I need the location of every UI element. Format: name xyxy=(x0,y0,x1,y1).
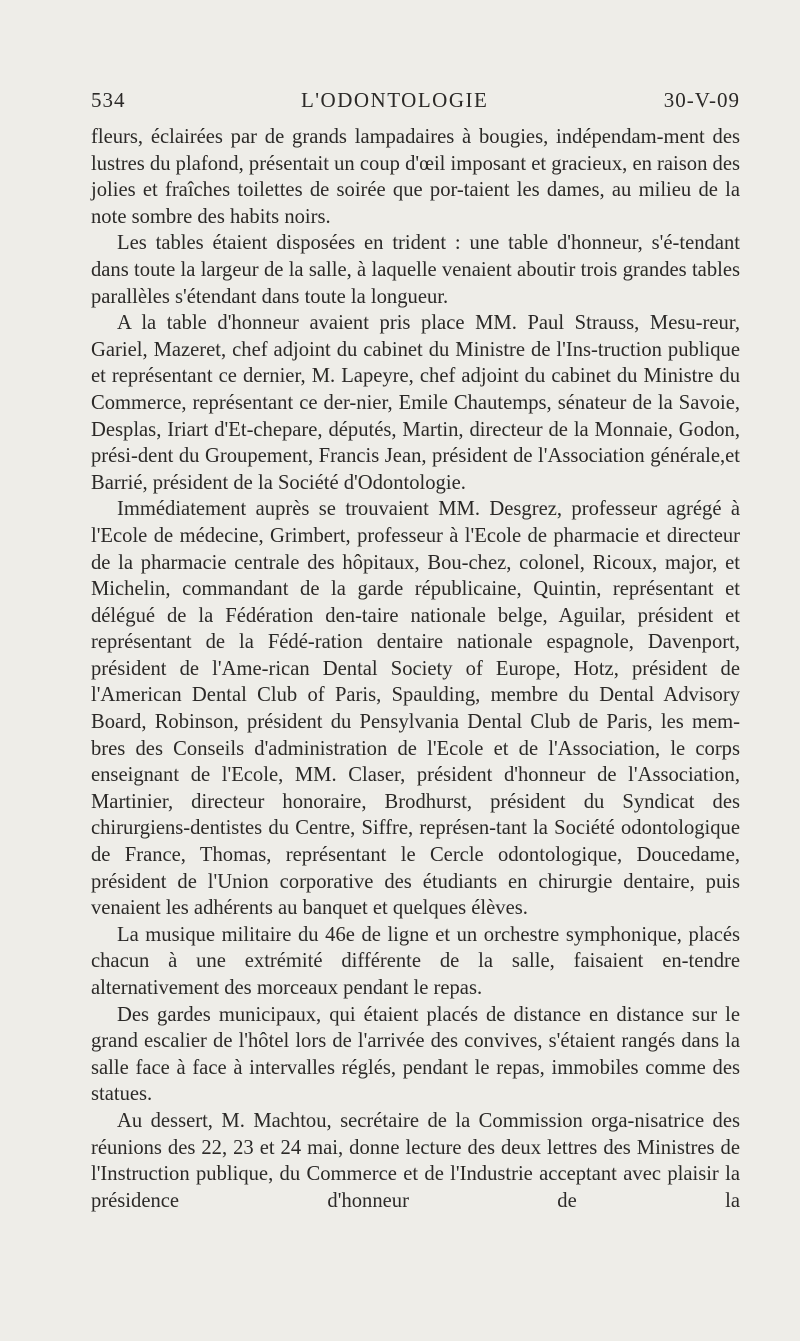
paragraph-2: Les tables étaient disposées en trident : une table d'honneur, s'é-tendant dans toute la largeur de la salle, à laquelle venaient aboutir trois grandes tables parallèles s'étendant dans toute la longueur. xyxy=(91,232,740,308)
paragraph-3: A la table d'honneur avaient pris place MM. Paul Strauss, Mesu-reur, Gariel, Mazeret, chef adjoint du cabinet du Ministre de l'Ins-truction publique et représentant ce dernier, M. Lapeyre, chef adjoint du cabinet du Ministre du Commerce, représentant ce der-nier, Emile Chautemps, sénateur de la Savoie, Desplas, Iriart d'Et-chepare, députés, Martin, directeur de la Monnaie, Godon, prési-dent du Groupement, Francis Jean, président de l'Association générale,et Barrié, président de la Société d'Odontologie. xyxy=(91,312,740,494)
paragraph-5: La musique militaire du 46e de ligne et un orchestre symphonique, placés chacun à une extrémité différente de la salle, faisaient en-tendre alternativement des morceaux pendant le repas. xyxy=(91,923,740,999)
journal-title: L'ODONTOLOGIE xyxy=(300,88,489,112)
paragraph-7: Au dessert, M. Machtou, secrétaire de la Commission orga-nisatrice des réunions des 22, 23 et 24 mai, donne lecture des deux lettres des Ministres de l'Instruction publique, du Commerce et de l'Industrie acceptant avec plaisir la présidence d'honneur de la xyxy=(91,1109,740,1212)
body-text xyxy=(91,124,740,1214)
running-header xyxy=(91,88,740,124)
paragraph-6: Des gardes municipaux, qui étaient placés de distance en distance sur le grand escalier de l'hôtel lors de l'arrivée des convives, s'étaient rangés dans la salle face à face à intervalles réglés, pendant le repas, immobiles comme des statues. xyxy=(91,1003,740,1106)
issue-date: 30-V-09 xyxy=(663,88,740,112)
paragraph-1: fleurs, éclairées par de grands lampadaires à bougies, indépendam-ment des lustres du plafond, présentait un coup d'œil imposant et gracieux, en raison des jolies et fraîches toilettes de soirée que por-taient les dames, au milieu de la note sombre des habits noirs. xyxy=(91,126,740,228)
page-number: 534 xyxy=(91,88,126,112)
paragraph-4: Immédiatement auprès se trouvaient MM. Desgrez, professeur agrégé à l'Ecole de médecine, Grimbert, professeur à l'Ecole de pharmacie et directeur de la pharmacie centrale des hôpitaux, Bou-chez, colonel, Ricoux, major, et Michelin, commandant de la garde républicaine, Quintin, représentant et délégué de la Fédération den-taire nationale belge, Aguilar, président et représentant de la Fédé-ration dentaire nationale espagnole, Davenport, président de l'Ame-rican Dental Society of Europe, Hotz, président de l'American Dental Club of Paris, Spaulding, membre du Dental Advisory Board, Robinson, président du Pensylvania Dental Club de Paris, les mem-bres des Conseils d'administration de l'Ecole et de l'Association, le corps enseignant de l'Ecole, MM. Claser, président d'honneur de l'Association, Martinier, directeur honoraire, Brodhurst, président du Syndicat des chirurgiens-dentistes du Centre, Siffre, représen-tant la Société odontologique de France, Thomas, représentant le Cercle odontologique, Doucedame, président de l'Union corporative des étudiants en chirurgie dentaire, puis venaient les adhérents au banquet et quelques élèves. xyxy=(91,498,740,920)
